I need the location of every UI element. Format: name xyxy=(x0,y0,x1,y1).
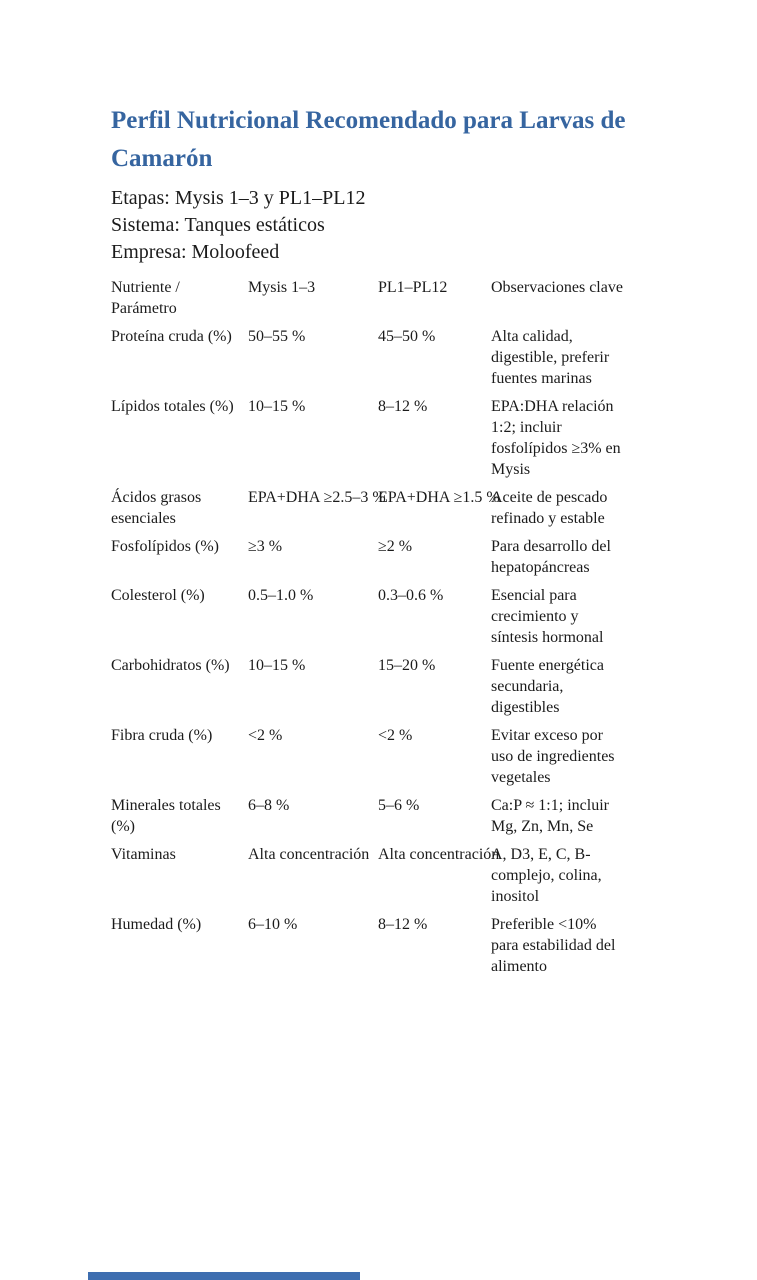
cell-mysis: 10–15 % xyxy=(248,657,306,674)
cell-mysis: Alta concentración xyxy=(248,846,370,863)
cell-mysis: ≥3 % xyxy=(248,538,283,555)
cell-mysis: 6–10 % xyxy=(248,916,298,933)
table-row xyxy=(111,655,651,718)
table-row xyxy=(111,914,651,977)
cell-observations: Esencial para crecimiento y síntesis hormonal xyxy=(491,587,604,646)
table-row xyxy=(111,536,651,578)
column-header-nutriente: Nutriente / Parámetro xyxy=(111,279,180,317)
horizontal-scrollbar-thumb[interactable] xyxy=(88,1272,360,1280)
cell-mysis: EPA+DHA ≥2.5–3 % xyxy=(248,489,386,506)
meta-block xyxy=(111,185,651,266)
cell-mysis: 50–55 % xyxy=(248,328,306,345)
cell-pl: Alta concentración xyxy=(378,846,500,863)
table-row xyxy=(111,487,651,529)
cell-observations: Preferible <10% para estabilidad del alimento xyxy=(491,916,616,975)
cell-pl: 15–20 % xyxy=(378,657,436,674)
cell-pl: ≥2 % xyxy=(378,538,413,555)
cell-pl: <2 % xyxy=(378,727,413,744)
cell-nutrient: Colesterol (%) xyxy=(111,587,205,604)
cell-observations: Ca:P ≈ 1:1; incluir Mg, Zn, Mn, Se xyxy=(491,797,609,835)
table-row xyxy=(111,585,651,648)
table-row xyxy=(111,396,651,480)
cell-mysis: 6–8 % xyxy=(248,797,290,814)
cell-nutrient: Minerales totales (%) xyxy=(111,797,221,835)
cell-nutrient: Lípidos totales (%) xyxy=(111,398,234,415)
cell-nutrient: Carbohidratos (%) xyxy=(111,657,230,674)
cell-nutrient: Humedad (%) xyxy=(111,916,202,933)
cell-pl: 0.3–0.6 % xyxy=(378,587,444,604)
column-header-observaciones: Observaciones clave xyxy=(491,279,623,296)
meta-sistema: Sistema: Tanques estáticos xyxy=(111,214,325,236)
cell-mysis: 0.5–1.0 % xyxy=(248,587,314,604)
meta-etapas: Etapas: Mysis 1–3 y PL1–PL12 xyxy=(111,187,366,209)
cell-nutrient: Fosfolípidos (%) xyxy=(111,538,219,555)
cell-nutrient: Proteína cruda (%) xyxy=(111,328,232,345)
cell-pl: 8–12 % xyxy=(378,916,428,933)
cell-observations: Para desarrollo del hepatopáncreas xyxy=(491,538,611,576)
cell-nutrient: Fibra cruda (%) xyxy=(111,727,213,744)
cell-observations: Aceite de pescado refinado y estable xyxy=(491,489,608,527)
cell-pl: 8–12 % xyxy=(378,398,428,415)
table-row xyxy=(111,326,651,389)
nutrition-table xyxy=(111,277,651,977)
table-row xyxy=(111,795,651,837)
cell-pl: 45–50 % xyxy=(378,328,436,345)
column-header-mysis: Mysis 1–3 xyxy=(248,279,316,296)
cell-pl: EPA+DHA ≥1.5 % xyxy=(378,489,500,506)
page-title: Perfil Nutricional Recomendado para Larvas de Camarón xyxy=(111,107,626,172)
document-content xyxy=(111,102,651,984)
cell-observations: Alta calidad, digestible, preferir fuentes marinas xyxy=(491,328,610,387)
cell-observations: A, D3, E, C, B-complejo, colina, inositol xyxy=(491,846,602,905)
cell-nutrient: Vitaminas xyxy=(111,846,176,863)
cell-pl: 5–6 % xyxy=(378,797,420,814)
cell-mysis: 10–15 % xyxy=(248,398,306,415)
cell-nutrient: Ácidos grasos esenciales xyxy=(111,489,202,527)
table-header-row xyxy=(111,277,651,319)
meta-empresa: Empresa: Moloofeed xyxy=(111,241,280,263)
cell-observations: EPA:DHA relación 1:2; incluir fosfolípidos ≥3% en Mysis xyxy=(491,398,621,478)
cell-observations: Evitar exceso por uso de ingredientes vegetales xyxy=(491,727,615,786)
cell-mysis: <2 % xyxy=(248,727,283,744)
table-row xyxy=(111,725,651,788)
cell-observations: Fuente energética secundaria, digestibles xyxy=(491,657,604,716)
table-row xyxy=(111,844,651,907)
column-header-pl: PL1–PL12 xyxy=(378,279,448,296)
